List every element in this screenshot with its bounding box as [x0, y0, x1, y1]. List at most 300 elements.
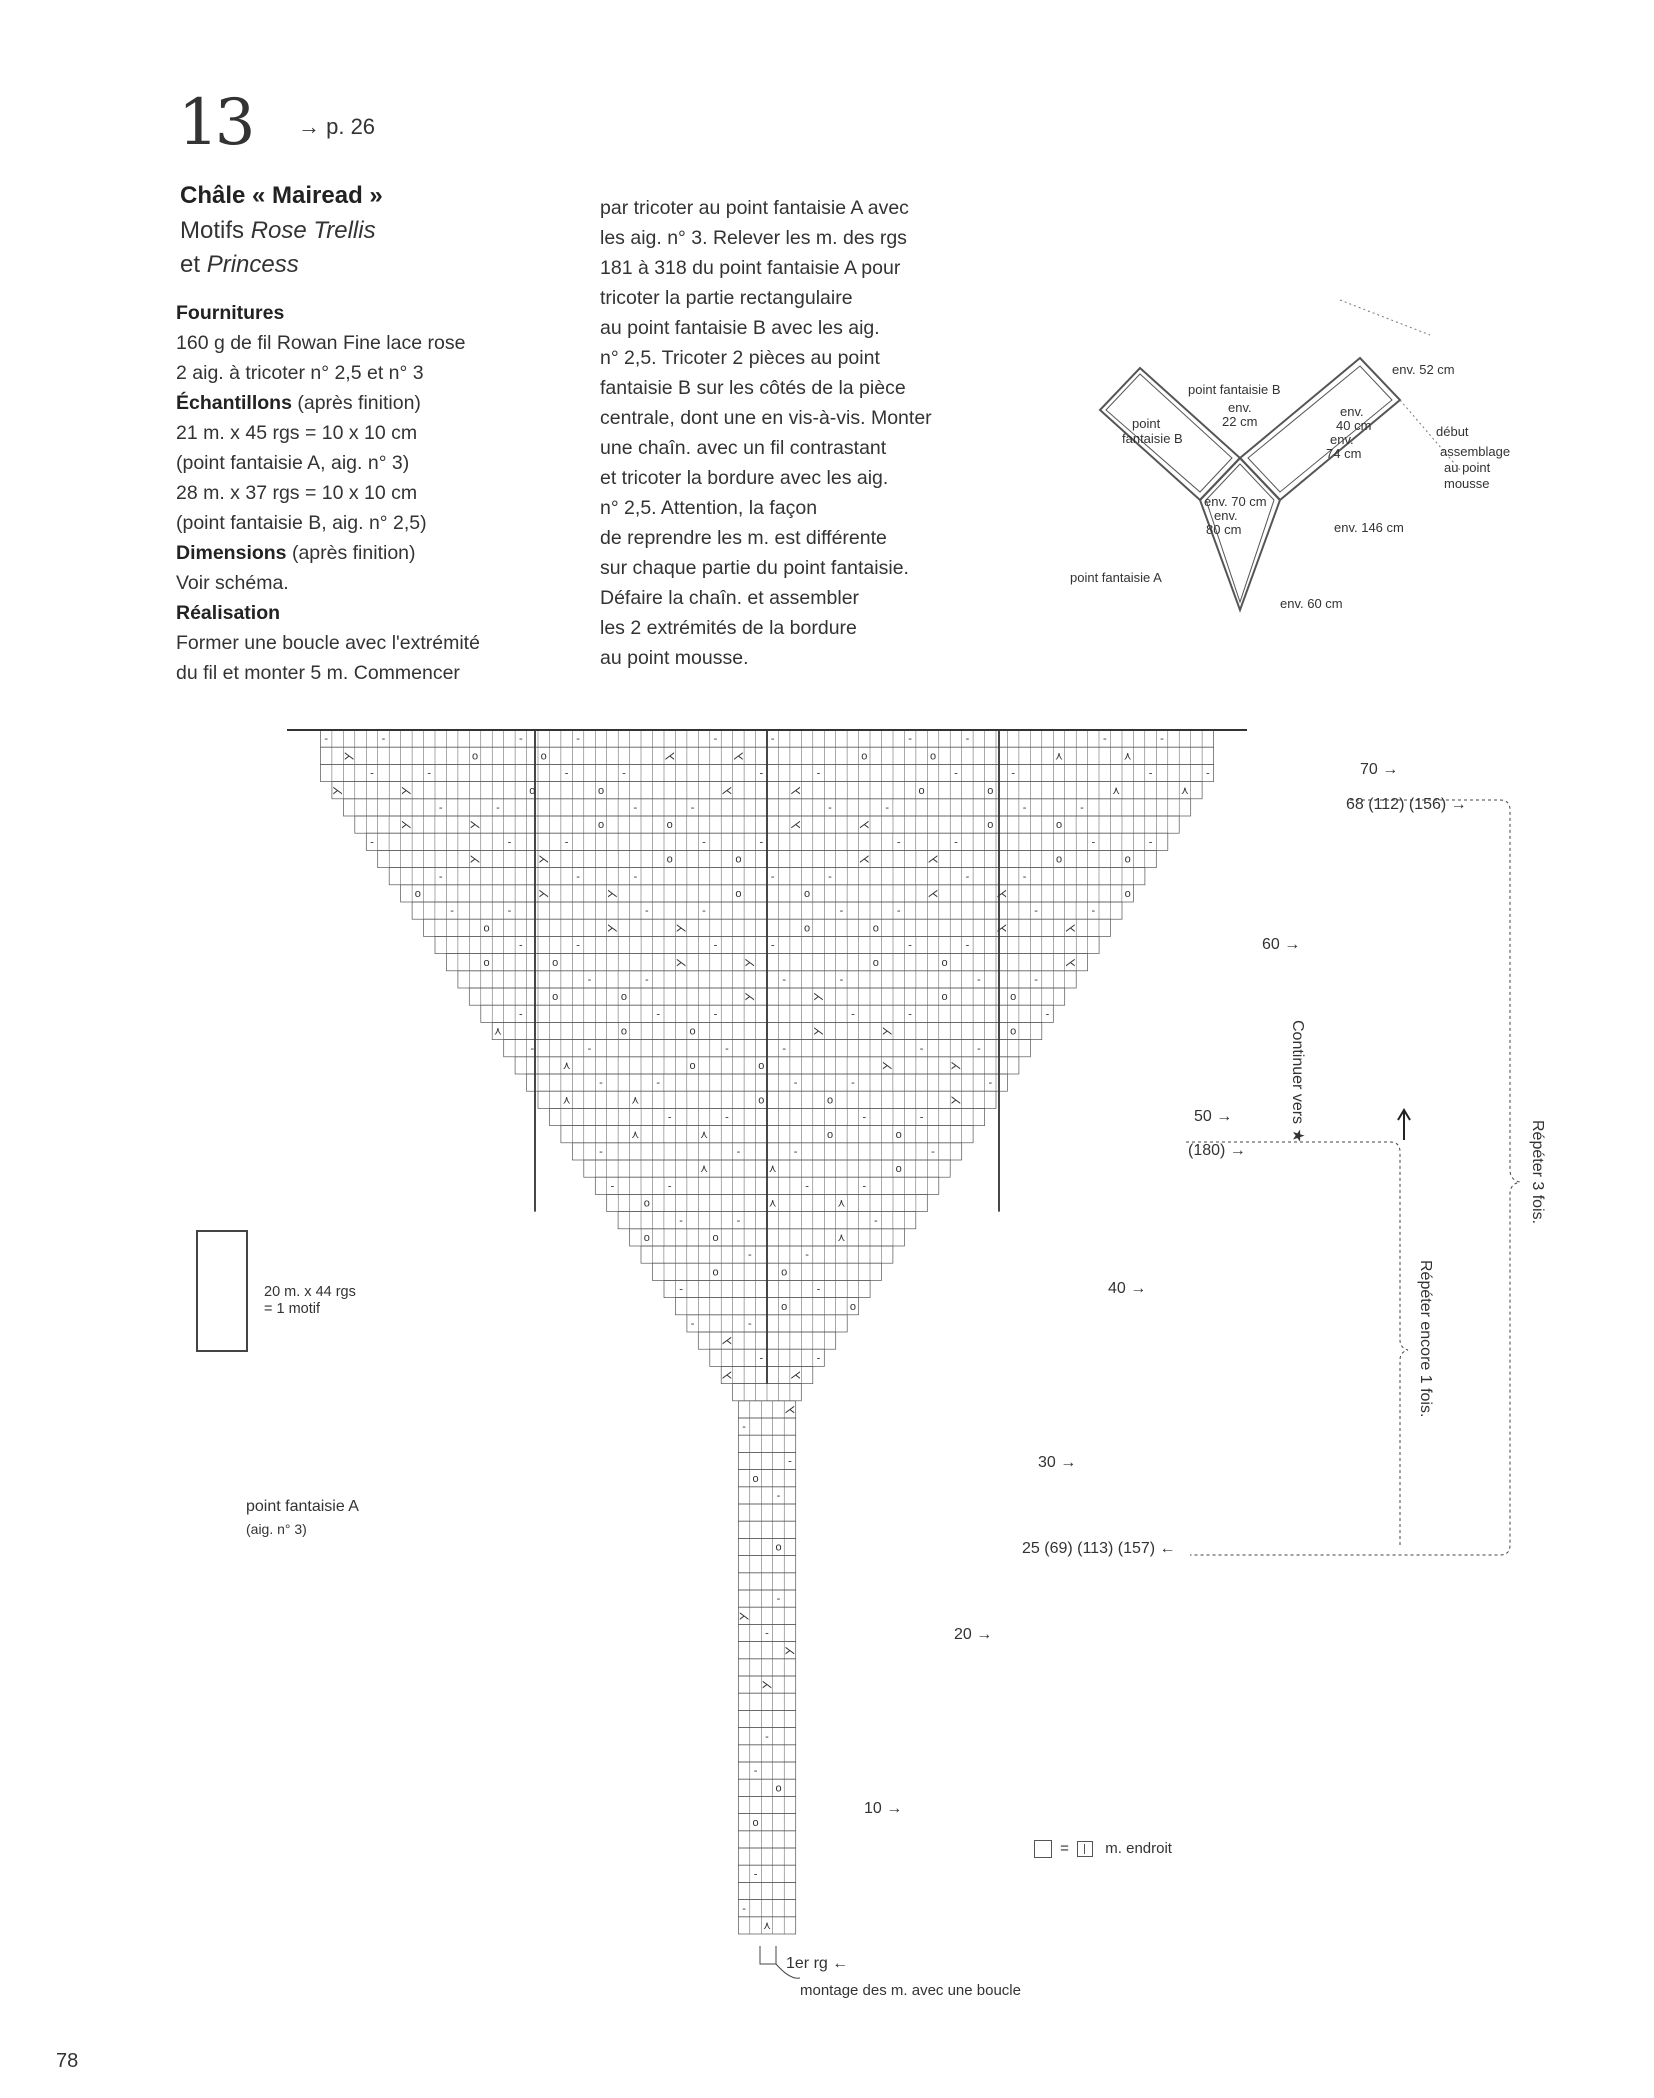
chart-stitch-symbol: -	[759, 836, 764, 849]
chart-stitch-symbol: o	[1055, 853, 1063, 866]
chart-stitch-symbol: o	[414, 888, 421, 900]
section-heading: Fournitures	[176, 302, 285, 324]
chart-stitch-symbol: ⋌	[664, 750, 676, 763]
chart-row-symbols	[552, 991, 1016, 1003]
chart-stitch-symbol: ⋌	[858, 819, 870, 832]
chart-stitch-symbol: o	[712, 1232, 719, 1244]
section-heading: Réalisation	[176, 602, 281, 624]
row-label-25: 25 (69) (113) (157) ←	[1022, 1540, 1176, 1557]
chart-stitch-symbol: o	[540, 750, 547, 763]
chart-stitch-symbol: -	[753, 1765, 758, 1778]
text-line: au point fantaisie B avec les aig.	[600, 317, 880, 339]
text-line: les aig. n° 3. Relever les m. des rgs	[600, 227, 907, 249]
chart-row-symbols	[784, 1404, 795, 1416]
repeat-1-note: Répéter encore 1 fois.	[1417, 1260, 1434, 1418]
chart-row-symbols	[519, 1008, 1050, 1020]
pattern-title: Châle « Mairead »	[180, 182, 383, 209]
chart-stitch-symbol: -	[976, 974, 981, 986]
chart-stitch-symbol: ⋏	[837, 1232, 846, 1244]
chart-stitch-symbol: -	[753, 1868, 758, 1881]
chart-row-cells	[750, 1556, 784, 1573]
chart-row	[738, 1487, 795, 1504]
chart-stitch-symbol: ⋌	[732, 750, 744, 763]
chart-stitch-symbol: o	[643, 1197, 650, 1210]
chart-stitch-symbol: -	[954, 836, 958, 849]
chart-stitch-symbol: -	[644, 905, 649, 918]
page-reference: → p. 26	[298, 114, 376, 139]
chart-stitch-symbol: -	[610, 1180, 615, 1193]
chart-stitch-symbol: ⋏	[631, 1128, 640, 1141]
chart-row-cells	[750, 1452, 784, 1469]
chart-stitch-symbol: -	[644, 974, 649, 986]
chart-stitch-symbol: ⋌	[721, 1369, 733, 1382]
chart-row-cells	[750, 1745, 784, 1762]
chart-stitch-symbol: -	[1102, 733, 1107, 746]
chart-row	[738, 1848, 795, 1865]
chart-row-cells	[750, 1573, 784, 1590]
chart-stitch-symbol: o	[775, 1541, 782, 1554]
stitch-label-line: point fantaisie A	[246, 1498, 359, 1515]
text-line: (point fantaisie B, aig. n° 2,5)	[176, 512, 427, 534]
chart-stitch-symbol: ⋏	[762, 1920, 772, 1932]
chart-stitch-symbol: -	[1205, 767, 1210, 780]
chart-row-symbols	[753, 1473, 759, 1485]
chart-stitch-symbol: ⋏	[768, 1163, 777, 1176]
chart-stitch-symbol: o	[712, 1266, 719, 1279]
chart-stitch-symbol: -	[828, 802, 832, 814]
chart-stitch-symbol: -	[919, 1042, 924, 1055]
chart-stitch-symbol: o	[826, 1094, 834, 1107]
text-line: et tricoter la bordure avec les aig.	[600, 467, 889, 489]
chart-stitch-symbol: o	[781, 1266, 788, 1279]
chart-row-cells	[750, 1418, 784, 1435]
legend-label: m. endroit	[1105, 1840, 1172, 1857]
chart-stitch-symbol: -	[713, 733, 718, 746]
chart-stitch-symbol: o	[804, 922, 811, 935]
chart-stitch-symbol: ⋏	[493, 1025, 502, 1038]
chart-stitch-symbol: -	[896, 905, 901, 918]
section-heading: Dimensions	[176, 542, 287, 564]
chart-stitch-symbol: -	[747, 1249, 752, 1262]
chart-stitch-symbol: -	[770, 870, 775, 883]
chart-stitch-symbol: ⋌	[790, 819, 802, 832]
label-pfB-top: point fantaisie B	[1188, 382, 1281, 397]
chart-row-symbols	[781, 1301, 856, 1313]
chart-row-symbols	[775, 1782, 781, 1794]
chart-stitch-symbol: ⋌	[721, 1335, 733, 1348]
chart-stitch-symbol: -	[965, 870, 970, 883]
row-label-70: 70 →	[1360, 761, 1399, 778]
chart-stitch-symbol: ⋏	[1180, 784, 1189, 797]
chart-stitch-symbol: ⋌	[790, 1369, 802, 1382]
text-line: n° 2,5. Attention, la façon	[600, 497, 818, 519]
chart-row-symbols	[788, 1456, 792, 1468]
chart-row-symbols	[754, 1868, 758, 1880]
chart-row-symbols	[668, 1112, 924, 1124]
chart-stitch-symbol: ⋋	[813, 1025, 824, 1038]
chart-stitch-symbol: o	[471, 750, 479, 763]
chart-stitch-symbol: -	[742, 1421, 746, 1434]
dim-70: env. 70 cm	[1204, 494, 1267, 509]
chart-stitch-symbol: ⋌	[790, 784, 802, 797]
chart-stitch-symbol: o	[1124, 853, 1131, 866]
chart-row	[738, 1865, 795, 1882]
chart-row-symbols	[754, 1765, 758, 1777]
chart-row-symbols	[742, 1903, 746, 1915]
text-line: sur chaque partie du point fantaisie.	[600, 557, 909, 579]
chart-stitch-symbol: -	[564, 767, 569, 780]
chart-stitch-symbol: -	[1022, 870, 1027, 883]
dim-40: 40 cm	[1336, 418, 1372, 433]
section-heading: Échantillons	[176, 392, 292, 414]
chart-row-cells	[750, 1435, 784, 1452]
chart-stitch-symbol: -	[667, 1111, 672, 1124]
chart-row	[738, 1470, 795, 1487]
chart-stitch-symbol: o	[1124, 888, 1131, 900]
chart-row-symbols	[763, 1920, 771, 1932]
row-label-180: (180) →	[1188, 1142, 1246, 1159]
label-pfA: point fantaisie A	[1070, 570, 1162, 585]
chart-row	[738, 1796, 795, 1813]
chart-row-symbols	[700, 1163, 902, 1175]
text-line: du fil et monter 5 m. Commencer	[176, 662, 460, 684]
chart-stitch-symbol: -	[828, 870, 832, 883]
chart-stitch-symbol: -	[816, 767, 821, 780]
chart-row-symbols	[721, 1335, 732, 1347]
legend-equals: =	[1060, 1840, 1069, 1857]
row-label-40: 40 →	[1108, 1280, 1147, 1297]
chart-stitch-symbol: ⋋	[675, 922, 687, 935]
text-line: 28 m. x 37 rgs = 10 x 10 cm	[176, 482, 418, 504]
chart-stitch-symbol: o	[918, 784, 925, 797]
chart-stitch-symbol: -	[496, 802, 500, 814]
chart-stitch-symbol: ⋋	[784, 1644, 796, 1657]
chart-row-cells	[750, 1831, 784, 1848]
chart-stitch-symbol: -	[702, 836, 706, 849]
chart-stitch-symbol: o	[987, 819, 994, 832]
chart-stitch-symbol: o	[483, 922, 490, 935]
chart-stitch-symbol: -	[576, 870, 580, 883]
chart-stitch-symbol: o	[552, 991, 559, 1004]
row-label-68: 68 (112) (156) →	[1346, 796, 1467, 813]
chart-row-symbols	[401, 819, 1062, 831]
chart-stitch-symbol: -	[370, 836, 374, 849]
chart-stitch-symbol: o	[620, 991, 627, 1004]
chart-stitch-symbol: -	[759, 767, 764, 780]
chart-stitch-symbol: o	[666, 819, 673, 832]
chart-stitch-symbol: -	[788, 1455, 792, 1468]
chart-stitch-symbol: -	[1091, 836, 1096, 849]
chart-stitch-symbol: -	[599, 1146, 603, 1158]
chart-stitch-symbol: -	[518, 733, 523, 746]
chart-stitch-symbol: -	[954, 767, 958, 780]
chart-stitch-symbol: -	[805, 1249, 809, 1262]
chart-row-cells	[750, 1607, 784, 1624]
chart-stitch-symbol: ⋋	[469, 853, 481, 866]
repeat-brackets	[1186, 800, 1520, 1555]
chart-stitch-symbol: o	[689, 1060, 696, 1072]
label-debut: début	[1436, 424, 1469, 439]
chart-stitch-symbol: ⋏	[768, 1197, 777, 1210]
chart-stitch-symbol: o	[735, 853, 742, 866]
chart-stitch-symbol: -	[839, 974, 844, 986]
chart-stitch-symbol: -	[908, 939, 912, 952]
dim-40: env.	[1340, 404, 1364, 419]
chart-stitch-symbol: -	[438, 870, 443, 883]
subtitle-text-1: Motifs	[180, 217, 251, 244]
text-line: (point fantaisie A, aig. n° 3)	[176, 452, 410, 474]
chart-stitch-symbol: -	[976, 1042, 981, 1055]
chart-stitch-symbol: -	[622, 767, 626, 780]
chart-stitch-symbol: -	[518, 1008, 523, 1021]
chart-row	[738, 1882, 795, 1899]
chart-stitch-symbol: ⋋	[400, 784, 412, 797]
chart-stitch-symbol: -	[793, 1077, 798, 1090]
chart-stitch-symbol: o	[552, 956, 559, 969]
chart-row-symbols	[611, 1180, 867, 1192]
text-line: Former une boucle avec l'extrémité	[176, 632, 480, 654]
chart-stitch-symbol: o	[987, 784, 994, 797]
chart-stitch-symbol: -	[1034, 905, 1038, 918]
chart-stitch-symbol: ⋏	[1054, 750, 1064, 763]
legend	[1034, 1840, 1172, 1858]
chart-stitch-symbol: -	[507, 905, 512, 918]
chart-stitch-symbol: ⋌	[996, 888, 1008, 900]
chart-stitch-symbol: -	[576, 939, 580, 952]
cast-on-tail	[760, 1946, 776, 1964]
chart-row	[738, 1556, 795, 1573]
chart-row-cells	[750, 1521, 784, 1538]
chart-stitch-symbol: -	[381, 733, 386, 746]
legend-empty-square	[1034, 1840, 1052, 1858]
chart-stitch-symbol: -	[805, 1180, 809, 1193]
chart-stitch-symbol: -	[1160, 733, 1164, 746]
chart-stitch-symbol: -	[885, 802, 890, 814]
chart-stitch-symbol: -	[1148, 767, 1153, 780]
chart-stitch-symbol: ⋋	[332, 784, 344, 797]
chart-row-symbols	[644, 1198, 846, 1210]
chart-stitch-symbol: -	[324, 733, 329, 746]
chart-row	[738, 1590, 795, 1607]
chart-stitch-symbol: -	[656, 1008, 661, 1021]
dim-80: 80 cm	[1206, 522, 1242, 537]
chart-stitch-symbol: o	[849, 1300, 856, 1313]
text-line: une chaîn. avec un fil contrastant	[600, 437, 887, 459]
chart-row-cells	[750, 1504, 784, 1521]
chart-row-symbols	[644, 1232, 846, 1244]
dim-60: env. 60 cm	[1280, 596, 1343, 611]
chart-stitch-symbol: ⋋	[881, 1060, 893, 1072]
chart-stitch-symbol: o	[895, 1128, 902, 1141]
chart-stitch-symbol: ⋋	[744, 956, 756, 969]
repeat-3-note: Répéter 3 fois.	[1529, 1120, 1546, 1225]
label-assemblage: mousse	[1444, 476, 1490, 491]
chart-row	[738, 1831, 795, 1848]
text-line: par tricoter au point fantaisie A avec	[600, 197, 909, 219]
chart-row-cells	[750, 1693, 784, 1710]
chart-stitch-symbol: -	[518, 939, 523, 952]
chart-row	[738, 1573, 795, 1590]
chart-stitch-symbol: o	[861, 750, 868, 763]
text-line: de reprendre les m. est différente	[600, 527, 887, 549]
chart-row	[738, 1900, 795, 1917]
chart-row	[738, 1693, 795, 1710]
bracket-repeat-1	[1186, 1142, 1408, 1545]
chart-row-cells	[750, 1900, 784, 1917]
chart-row-symbols	[753, 1817, 759, 1829]
chart-row	[738, 1521, 795, 1538]
page-number: 78	[56, 2050, 79, 2072]
chart-row-cells	[750, 1882, 784, 1899]
chart-stitch-symbol: -	[765, 1627, 769, 1640]
chart-stitch-symbol: -	[633, 802, 638, 814]
chart-stitch-symbol: ⋏	[562, 1094, 571, 1107]
chart-stitch-symbol: ⋋	[606, 888, 618, 900]
dim-22: env.	[1228, 400, 1252, 415]
chart-stitch-symbol: ⋏	[699, 1128, 709, 1141]
chart-stitch-symbol: ⋋	[675, 956, 687, 969]
chart-stitch-symbol: -	[713, 939, 718, 952]
chart-stitch-symbol: -	[765, 1730, 769, 1743]
chart-stitch-symbol: ⋏	[1123, 750, 1132, 763]
chart-stitch-symbol: ⋋	[881, 1025, 893, 1038]
chart-row-cells	[750, 1642, 784, 1659]
chart-stitch-symbol: -	[1148, 836, 1153, 849]
row-label-60: 60 →	[1262, 936, 1301, 953]
chart-row-cells	[750, 1401, 784, 1418]
chart-stitch-symbol: -	[427, 767, 432, 780]
chart-stitch-symbol: -	[1080, 802, 1084, 814]
chart-row-cells	[750, 1848, 784, 1865]
motif-size-box	[196, 1230, 248, 1352]
chart-stitch-symbol: o	[752, 1816, 759, 1829]
chart-row-symbols	[765, 1628, 769, 1640]
text-line: Voir schéma.	[176, 572, 289, 594]
chart-stitch-symbol: -	[908, 733, 912, 746]
bracket-repeat-3	[1190, 800, 1520, 1555]
chart-stitch-symbol: -	[839, 905, 844, 918]
chart-stitch-symbol: -	[816, 1283, 821, 1296]
chart-stitch-symbol: -	[450, 905, 454, 918]
chart-stitch-symbol: -	[782, 1042, 787, 1055]
motif-size-label	[264, 1284, 356, 1318]
chart-stitch-symbol: ⋋	[400, 819, 412, 832]
chart-row	[738, 1435, 795, 1452]
row-label-10: 10 →	[864, 1800, 903, 1817]
chart-stitch-symbol: o	[941, 991, 948, 1004]
chart-row-symbols	[370, 836, 1153, 848]
chart-row	[738, 1762, 795, 1779]
chart-stitch-symbol: -	[776, 1490, 781, 1502]
cast-on-note: montage des m. avec une boucle	[800, 1982, 1021, 1999]
chart-stitch-symbol: -	[965, 939, 970, 952]
chart-stitch-symbol: o	[666, 853, 673, 866]
motif-line: 20 m. x 44 rgs	[264, 1284, 356, 1300]
chart-stitch-symbol: ⋌	[996, 922, 1008, 935]
chart-stitch-symbol: o	[929, 750, 937, 763]
chart-stitch-symbol: -	[725, 1042, 729, 1055]
legend-knit-square	[1077, 1841, 1093, 1857]
chart-stitch-symbol: ⋏	[562, 1060, 571, 1072]
chart-stitch-symbol: o	[775, 1782, 782, 1795]
dim-74: 74 cm	[1326, 446, 1362, 461]
text-line: les 2 extrémités de la bordure	[600, 617, 857, 639]
chart-stitch-symbol: -	[988, 1077, 993, 1090]
chart-stitch-symbol: -	[965, 733, 970, 746]
label-pfB-left: point	[1132, 416, 1161, 431]
subtitle-motif-1: Rose Trellis	[250, 217, 376, 244]
chart-stitch-symbol: ⋋	[606, 922, 618, 935]
dim-52: env. 52 cm	[1392, 362, 1455, 377]
chart-row-cells	[750, 1659, 784, 1676]
chart-stitch-symbol: -	[770, 733, 775, 746]
chart-row-cells	[750, 1710, 784, 1727]
chart-stitch-symbol: o	[872, 922, 879, 935]
chart-stitch-symbol: -	[587, 974, 592, 986]
chart-stitch-symbol: -	[679, 1283, 683, 1296]
chart-stitch-symbol: -	[370, 767, 374, 780]
chart-stitch-symbol: -	[713, 1008, 718, 1021]
chart-stitch-symbol: -	[1022, 802, 1027, 814]
chart-stitch-symbol: -	[587, 1042, 592, 1055]
chart-stitch-symbol: o	[804, 888, 811, 900]
chart-row-symbols	[777, 1593, 781, 1605]
chart-stitch-symbol: o	[872, 956, 879, 969]
chart-row-symbols	[712, 1266, 787, 1278]
chart-stitch-symbol: o	[1010, 1025, 1017, 1038]
chart-row	[738, 1418, 795, 1435]
chart-stitch-symbol: -	[896, 836, 901, 849]
row-label-50: 50 →	[1194, 1108, 1233, 1125]
chart-stitch-symbol: -	[530, 1042, 535, 1055]
chart-stitch-symbol: o	[895, 1163, 902, 1176]
heading-suffix: (après finition)	[291, 392, 421, 414]
chart-row-symbols	[742, 1421, 746, 1433]
chart-row-symbols	[739, 1610, 750, 1622]
chart-row-symbols	[344, 750, 1132, 762]
chart-stitch-symbol: ⋏	[837, 1197, 846, 1210]
chart-stitch-symbol: -	[759, 1352, 764, 1365]
chart-row	[738, 1710, 795, 1727]
chart-stitch-symbol: ⋌	[1064, 922, 1076, 935]
chart-row-symbols	[470, 854, 1131, 866]
text-line: 2 aig. à tricoter n° 2,5 et n° 3	[176, 362, 424, 384]
chart-stitch-symbol: o	[826, 1128, 834, 1141]
subtitle-motif-2: Princess	[206, 251, 299, 278]
heading-suffix: (après finition)	[286, 542, 416, 564]
chart-stitch-symbol: -	[1034, 974, 1038, 986]
chart-row-symbols	[775, 1542, 781, 1554]
chart-stitch-symbol: o	[758, 1094, 765, 1107]
text-line: 181 à 318 du point fantaisie A pour	[600, 257, 901, 279]
chart-stitch-symbol: -	[656, 1077, 661, 1090]
chart-row-symbols	[563, 1094, 962, 1106]
continue-note: Continuer vers ★	[1289, 1020, 1306, 1143]
label-pfB-left: fantaisie B	[1122, 431, 1183, 446]
label-assemblage: au point	[1444, 460, 1491, 475]
chart-stitch-symbol: ⋋	[343, 750, 355, 763]
label-assemblage: assemblage	[1440, 444, 1511, 459]
chart-stitch-symbol: -	[679, 1214, 683, 1227]
text-line: tricoter la partie rectangulaire	[600, 287, 853, 309]
up-arrow-icon	[1398, 1110, 1410, 1140]
chart-stitch-symbol: ⋌	[927, 853, 939, 866]
chart-stitch-symbol: ⋋	[950, 1094, 962, 1107]
chart-stitch-symbol: ⋏	[631, 1094, 640, 1107]
chart-stitch-symbol: -	[736, 1214, 741, 1227]
chart-stitch-symbol: ⋏	[699, 1163, 709, 1176]
chart-row-symbols	[563, 1060, 962, 1072]
